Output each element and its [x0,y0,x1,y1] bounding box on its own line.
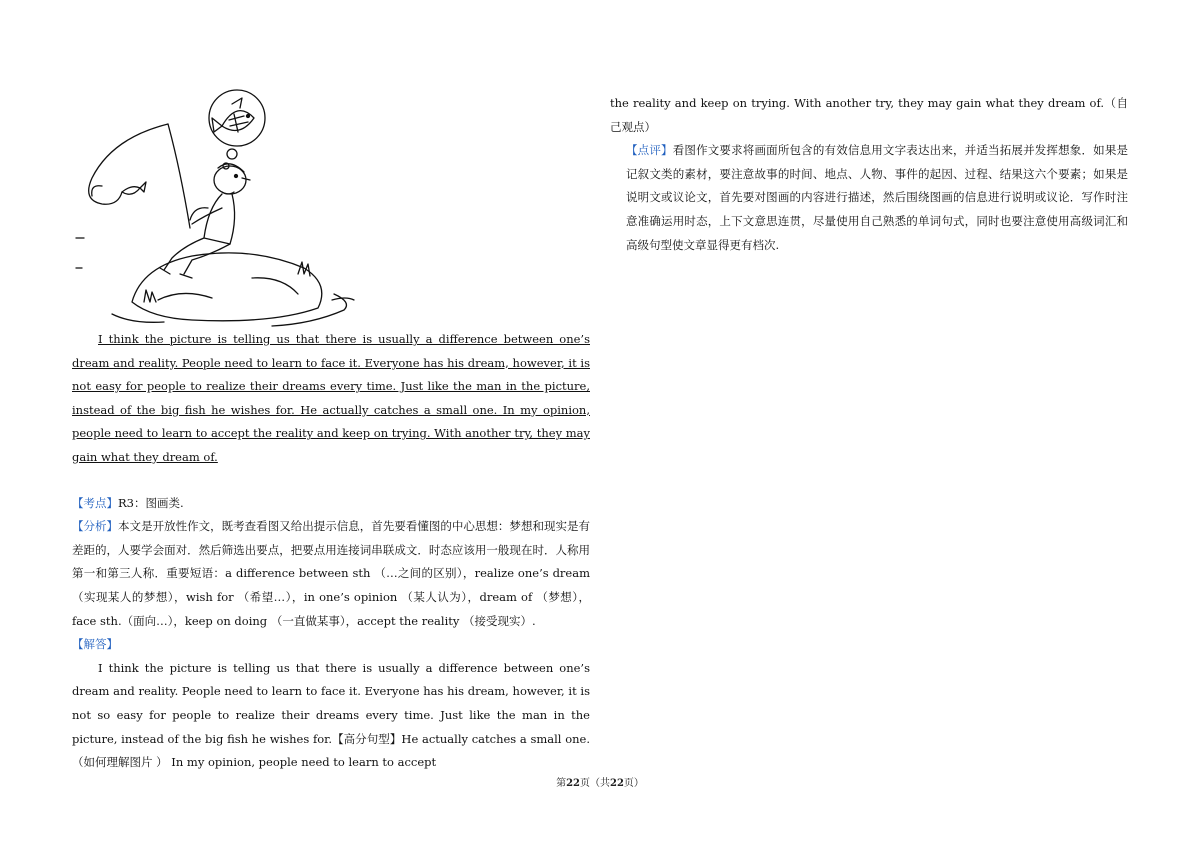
dianping-tag: 【点评】 [626,143,673,158]
page-footer [0,774,1200,789]
kaodian-text: R3：图画类. [118,495,184,510]
left-column [72,88,590,775]
jieda-tag: 【解答】 [72,637,118,652]
footer-suffix: 页） [623,778,644,789]
gaofen-juxing-tag: 【高分句型】 [332,731,402,746]
footer-middle: 页（共 [580,778,610,789]
answer-paragraph [72,657,590,775]
kaodian-section [72,492,590,516]
footer-prefix: 第 [556,778,567,789]
answer-part-1: I think the picture is telling us that there is usually a difference between one’s dream and reality. People need to learn to face it. Everyone has his dream, however, it is not so easy for people to realize their dreams every time. Just like the man in the picture, instead of the big fish he wishes for. [72,660,590,746]
jieda-heading [72,633,590,657]
answer-part-2: He actually catches a small one.（如何理解图片 ） In my opinion, people need to learn to accept [72,731,590,770]
kaodian-tag: 【考点】 [72,495,118,510]
fenxi-tag: 【分析】 [72,519,119,534]
dianping-text: 看图作文要求将画面所包含的有效信息用文字表达出来，并适当拓展并发挥想象．如果是记叙文类的素材，要注意故事的时间、地点、人物、事件的起因、过程、结果这六个要素；如果是说明文或议论文，首先要对图画的内容进行描述，然后围绕图画的信息进行说明或议论．写作时注意准确运用时态，上下文意思连贯，尽量使用自己熟悉的单词句式，同时也要注意使用高级词汇和高级句型使文章显得更有档次. [626,143,1128,252]
fisherman-cartoon-illustration [72,88,362,328]
fenxi-text: 本文是开放性作文，既考查看图又给出提示信息，首先要看懂图的中心思想：梦想和现实是有差距的，人要学会面对．然后筛选出要点，把要点用连接词串联成文．时态应该用一般现在时．人称用第一和第三人称．重要短语：a difference between sth （…之间的区别），realize one’s dream （实现某人的梦想），wish for （希望…），in one’s opinion （某人认为），dream of （梦想），face sth.（面向…），keep on doing （一直做某事），accept the reality （接受现实）. [72,519,590,628]
footer-total-pages: 22 [610,778,624,789]
underlined-model-essay: I think the picture is telling us that there is usually a difference between one’s dream and reality. People need to learn to face it. Everyone has his dream, however, it is not easy for people to realize their dreams every time. Just like the man in the picture, instead of the big fish he wishes for. He actually catches a small one. In my opinion, people need to learn to accept the reality and keep on trying. With another try, they may gain what they dream of. [72,332,590,464]
dianping-section [610,139,1128,257]
fenxi-section [72,515,590,633]
right-column [610,92,1128,257]
footer-page-number: 22 [566,778,580,789]
answer-continuation: the reality and keep on trying. With another try, they may gain what they dream of.（自己观点） [610,96,1128,134]
